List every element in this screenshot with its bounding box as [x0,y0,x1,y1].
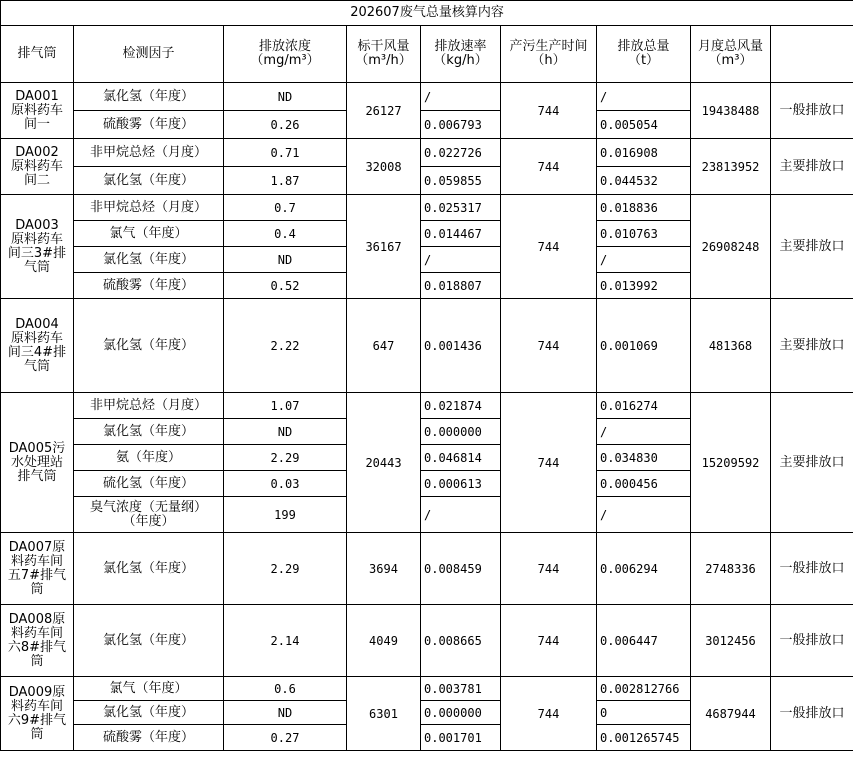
factor-cell: 氯化氢（年度） [74,247,224,273]
hours-cell: 744 [501,677,597,751]
outlet-cell: DA005污 水处理站 排气筒 [1,393,74,533]
total-cell: 0.002812766 [597,677,691,701]
monthly-flow-cell: 23813952 [691,139,771,195]
monthly-flow-cell: 3012456 [691,605,771,677]
factor-cell: 氯化氢（年度） [74,605,224,677]
flow-cell: 20443 [347,393,421,533]
outlet-type-cell: 主要排放口 [771,195,853,299]
concentration-cell: 2.29 [224,445,347,471]
hours-cell: 744 [501,605,597,677]
outlet-type-cell: 一般排放口 [771,677,853,751]
factor-cell: 硫酸雾（年度） [74,725,224,751]
concentration-cell: 0.52 [224,273,347,299]
rate-cell: 0.000000 [421,701,501,725]
concentration-cell: 0.6 [224,677,347,701]
concentration-cell: 199 [224,497,347,533]
outlet-cell: DA004 原料药车 间三4#排 气筒 [1,299,74,393]
factor-cell: 氯化氢（年度） [74,701,224,725]
header-outlet: 排气筒 [1,26,74,83]
total-cell: 0.016274 [597,393,691,419]
monthly-flow-cell: 481368 [691,299,771,393]
flow-cell: 36167 [347,195,421,299]
header-total: 排放总量 （t） [597,26,691,83]
rate-cell: 0.014467 [421,221,501,247]
header-monthly-flow: 月度总风量 （m³） [691,26,771,83]
rate-cell: 0.000613 [421,471,501,497]
factor-cell: 非甲烷总烃（月度） [74,393,224,419]
concentration-cell: ND [224,83,347,111]
header-rate: 排放速率 （kg/h） [421,26,501,83]
outlet-cell: DA002 原料药车 间二 [1,139,74,195]
total-cell: / [597,497,691,533]
concentration-cell: 2.22 [224,299,347,393]
outlet-cell: DA009原 料药车间 六9#排气 筒 [1,677,74,751]
header-factor: 检测因子 [74,26,224,83]
factor-cell: 氯化氢（年度） [74,299,224,393]
total-cell: 0.006447 [597,605,691,677]
total-cell: 0.001265745 [597,725,691,751]
outlet-cell: DA007原 料药车间 五7#排气 筒 [1,533,74,605]
outlet-type-cell: 一般排放口 [771,533,853,605]
concentration-cell: 0.27 [224,725,347,751]
total-cell: 0 [597,701,691,725]
flow-cell: 3694 [347,533,421,605]
flow-cell: 6301 [347,677,421,751]
rate-cell: 0.046814 [421,445,501,471]
header-row [1,26,853,83]
table-row [1,533,853,605]
total-cell: 0.013992 [597,273,691,299]
concentration-cell: ND [224,419,347,445]
table-row [1,393,853,419]
hours-cell: 744 [501,139,597,195]
table-row [1,677,853,701]
rate-cell: 0.001701 [421,725,501,751]
rate-cell: 0.059855 [421,167,501,195]
concentration-cell: 0.26 [224,111,347,139]
total-cell: 0.006294 [597,533,691,605]
outlet-cell: DA001 原料药车 间一 [1,83,74,139]
title-row [1,1,853,26]
rate-cell: 0.022726 [421,139,501,167]
rate-cell: 0.018807 [421,273,501,299]
hours-cell: 744 [501,195,597,299]
total-cell: 0.016908 [597,139,691,167]
table-row [1,139,853,167]
concentration-cell: 2.14 [224,605,347,677]
flow-cell: 32008 [347,139,421,195]
factor-cell: 臭气浓度（无量纲） （年度） [74,497,224,533]
flow-cell: 26127 [347,83,421,139]
rate-cell: 0.006793 [421,111,501,139]
factor-cell: 氯化氢（年度） [74,533,224,605]
monthly-flow-cell: 15209592 [691,393,771,533]
concentration-cell: ND [224,701,347,725]
outlet-type-cell: 一般排放口 [771,83,853,139]
factor-cell: 氯气（年度） [74,221,224,247]
concentration-cell: 1.07 [224,393,347,419]
concentration-cell: 0.4 [224,221,347,247]
table-row [1,195,853,221]
header-flow: 标干风量 （m³/h） [347,26,421,83]
table-body [1,1,853,751]
outlet-type-cell: 一般排放口 [771,605,853,677]
header-concentration: 排放浓度 （mg/m³） [224,26,347,83]
rate-cell: 0.008459 [421,533,501,605]
hours-cell: 744 [501,533,597,605]
flow-cell: 647 [347,299,421,393]
monthly-flow-cell: 4687944 [691,677,771,751]
rate-cell: / [421,247,501,273]
rate-cell: / [421,83,501,111]
concentration-cell: 0.7 [224,195,347,221]
table-row [1,83,853,111]
hours-cell: 744 [501,393,597,533]
factor-cell: 非甲烷总烃（月度） [74,139,224,167]
total-cell: 0.018836 [597,195,691,221]
hours-cell: 744 [501,299,597,393]
concentration-cell: ND [224,247,347,273]
factor-cell: 氯化氢（年度） [74,83,224,111]
total-cell: / [597,83,691,111]
factor-cell: 非甲烷总烃（月度） [74,195,224,221]
monthly-flow-cell: 19438488 [691,83,771,139]
outlet-type-cell: 主要排放口 [771,139,853,195]
monthly-flow-cell: 2748336 [691,533,771,605]
factor-cell: 氨（年度） [74,445,224,471]
total-cell: 0.010763 [597,221,691,247]
monthly-flow-cell: 26908248 [691,195,771,299]
concentration-cell: 0.71 [224,139,347,167]
total-cell: 0.044532 [597,167,691,195]
flow-cell: 4049 [347,605,421,677]
rate-cell: 0.003781 [421,677,501,701]
factor-cell: 硫酸雾（年度） [74,111,224,139]
outlet-cell: DA008原 料药车间 六8#排气 筒 [1,605,74,677]
concentration-cell: 1.87 [224,167,347,195]
header-outlet-type [771,26,853,83]
factor-cell: 氯气（年度） [74,677,224,701]
header-hours: 产污生产时间 （h） [501,26,597,83]
total-cell: 0.034830 [597,445,691,471]
total-cell: 0.005054 [597,111,691,139]
rate-cell: 0.025317 [421,195,501,221]
concentration-cell: 2.29 [224,533,347,605]
rate-cell: 0.021874 [421,393,501,419]
factor-cell: 硫化氢（年度） [74,471,224,497]
factor-cell: 氯化氢（年度） [74,419,224,445]
total-cell: / [597,419,691,445]
concentration-cell: 0.03 [224,471,347,497]
factor-cell: 硫酸雾（年度） [74,273,224,299]
total-cell: / [597,247,691,273]
outlet-type-cell: 主要排放口 [771,393,853,533]
table-title: 202607废气总量核算内容 [1,1,853,26]
hours-cell: 744 [501,83,597,139]
outlet-type-cell: 主要排放口 [771,299,853,393]
rate-cell: 0.000000 [421,419,501,445]
factor-cell: 氯化氢（年度） [74,167,224,195]
table-row [1,605,853,677]
rate-cell: / [421,497,501,533]
outlet-cell: DA003 原料药车 间三3#排 气筒 [1,195,74,299]
rate-cell: 0.008665 [421,605,501,677]
total-cell: 0.001069 [597,299,691,393]
rate-cell: 0.001436 [421,299,501,393]
table-row [1,299,853,393]
total-cell: 0.000456 [597,471,691,497]
